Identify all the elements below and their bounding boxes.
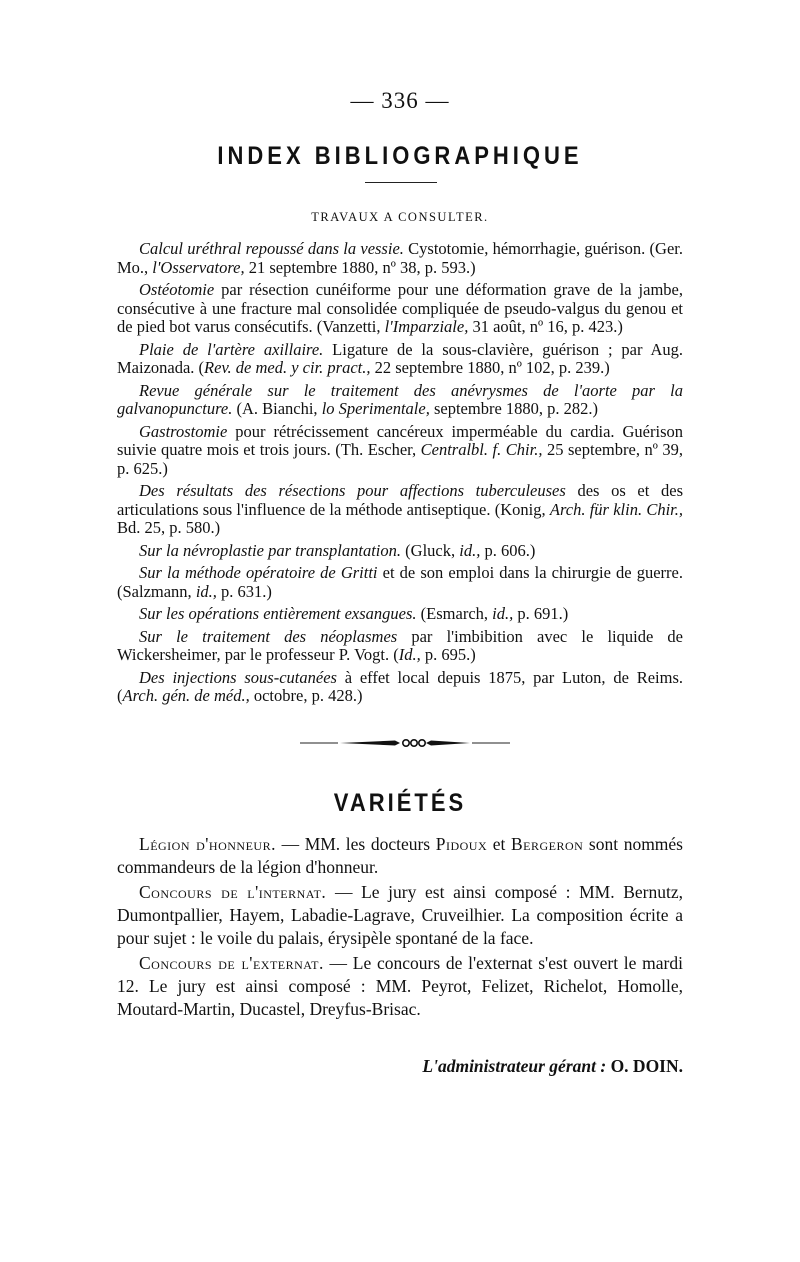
entry-text: Ligature de la sous-clavière, guérison ; par Aug. Maizonada. ( <box>117 339 683 377</box>
entry-reference: p. 691.) <box>513 604 569 623</box>
entry-reference: 22 septembre 1880, nº 102, p. 239.) <box>370 358 610 377</box>
entry-reference: 31 août, nº 16, p. 423.) <box>468 317 623 336</box>
entry-title: Plaie de l'artère axillaire. <box>139 339 324 359</box>
entry-title: Gastrostomie <box>139 421 228 441</box>
bibliography-entry <box>117 605 683 624</box>
entry-title: Des résultats des résections pour affections tuberculeuses <box>139 481 566 500</box>
entry-text: des os et des articulations sous l'influence de la méthode antiseptique. (Konig, <box>117 481 683 519</box>
bibliography-entry <box>117 482 683 538</box>
entry-source: Arch. für klin. Chir., <box>549 499 683 519</box>
section-subtitle: TRAVAUX A CONSULTER. <box>311 210 489 224</box>
entry-text: (A. Bianchi, <box>232 399 322 418</box>
entry-reference: p. 695.) <box>420 645 476 664</box>
news-item <box>117 952 683 1021</box>
section-title: VARIÉTÉS <box>333 788 467 817</box>
signature-name: O. DOIN. <box>610 1056 683 1076</box>
entry-source: l'Osservatore, <box>152 257 245 277</box>
signature-line <box>117 1056 683 1077</box>
bibliography-entry <box>117 281 683 337</box>
page-number: — 336 — <box>350 88 450 113</box>
news-text: — Le concours de l'externat s'est ouvert le mardi 12. Le jury est ainsi composé : MM. Peyrot, Felizet, Richelot, Homolle, Moutard-Martin, Ducastel, Dreyfus-Brisac. <box>117 953 683 1019</box>
entry-title: Sur la méthode opératoire de Gritti <box>139 563 378 582</box>
entry-reference: p. 606.) <box>480 540 536 560</box>
entry-source: lo Sperimentale, <box>321 399 430 418</box>
entry-source: id., <box>459 540 481 560</box>
ornament-divider <box>300 733 510 753</box>
news-heading: Concours de l'internat. <box>139 882 327 902</box>
entry-reference: octobre, p. 428.) <box>249 686 363 705</box>
news-text: et <box>487 834 511 854</box>
news-heading: Concours de l'externat. <box>139 953 324 973</box>
bibliography-entry <box>117 542 683 561</box>
person-name: Pidoux <box>435 834 488 854</box>
bibliography-entry <box>117 423 683 479</box>
entry-text: par résection cunéiforme pour une déformation grave de la jambe, consécutive à une fracture mal consolidée compliquée de pseudo-valgus du genou et de pied bot varus consécutifs. (Vanzetti, <box>117 280 683 336</box>
entry-source: Id., <box>398 645 421 664</box>
entry-title: Sur le traitement des néoplasmes <box>139 626 398 646</box>
page-title: INDEX BIBLIOGRAPHIQUE <box>217 141 583 170</box>
news-heading: Légion d'honneur. <box>139 834 276 854</box>
entry-text: par l'imbibition avec le liquide de Wickersheimer, par le professeur P. Vogt. ( <box>117 626 683 664</box>
news-item <box>117 881 683 950</box>
bibliography-entry <box>117 240 683 277</box>
entry-source: Arch. gén. de méd., <box>122 686 250 705</box>
bibliography-list <box>117 240 683 710</box>
bibliography-entry <box>117 382 683 419</box>
entry-title: Sur la névroplastie par transplantation. <box>139 540 402 560</box>
title-divider <box>365 182 437 183</box>
entry-source: Rev. de med. y cir. pract., <box>204 358 371 377</box>
bibliography-entry <box>117 564 683 601</box>
entry-text: Cystotomie, hémorrhagie, guérison. (Ger. Mo., <box>117 239 683 277</box>
entry-title: Sur les opérations entièrement exsangues. <box>139 604 417 623</box>
bibliography-entry <box>117 669 683 706</box>
entry-source: Centralbl. f. Chir., <box>420 440 543 459</box>
entry-text: et de son emploi dans la chirurgie de guerre. (Salzmann, <box>117 563 683 601</box>
entry-reference: Bd. 25, p. 580.) <box>117 518 221 537</box>
entry-text: (Esmarch, <box>416 604 493 623</box>
news-list <box>117 833 683 1023</box>
signature-label: L'administrateur gérant : <box>422 1056 607 1076</box>
entry-source: id., <box>492 604 514 623</box>
entry-title: Revue générale sur le traitement des anévrysmes de l'aorte par la galvanopuncture. <box>117 380 683 418</box>
entry-title: Ostéotomie <box>139 280 215 299</box>
entry-text: (Gluck, <box>401 540 460 560</box>
entry-reference: p. 631.) <box>216 581 272 601</box>
entry-reference: 25 septembre, nº 39, p. 625.) <box>117 440 683 478</box>
news-item <box>117 833 683 879</box>
person-name: Bergeron <box>510 834 584 854</box>
entry-title: Des injections sous-cutanées <box>139 667 337 687</box>
entry-text: à effet local depuis 1875, par Luton, de Reims. ( <box>117 667 683 705</box>
entry-source: id., <box>195 581 217 601</box>
entry-reference: septembre 1880, p. 282.) <box>429 399 599 418</box>
entry-title: Calcul uréthral repoussé dans la vessie. <box>139 239 404 258</box>
news-text: — MM. les docteurs <box>275 834 436 854</box>
entry-reference: 21 septembre 1880, nº 38, p. 593.) <box>244 257 476 277</box>
news-text: sont nommés commandeurs de la légion d'honneur. <box>117 834 683 877</box>
bibliography-entry <box>117 628 683 665</box>
news-text: — Le jury est ainsi composé : MM. Bernutz, Dumontpallier, Hayem, Labadie-Lagrave, Cruveilhier. La composition écrite a pour sujet : le voile du palais, érysipèle spontané de la face. <box>117 882 684 948</box>
entry-source: l'Imparziale, <box>384 317 469 336</box>
bibliography-entry <box>117 341 683 378</box>
entry-text: pour rétrécissement cancéreux imperméable du cardia. Guérison suivie quatre mois et trois jours. (Th. Escher, <box>117 421 683 459</box>
